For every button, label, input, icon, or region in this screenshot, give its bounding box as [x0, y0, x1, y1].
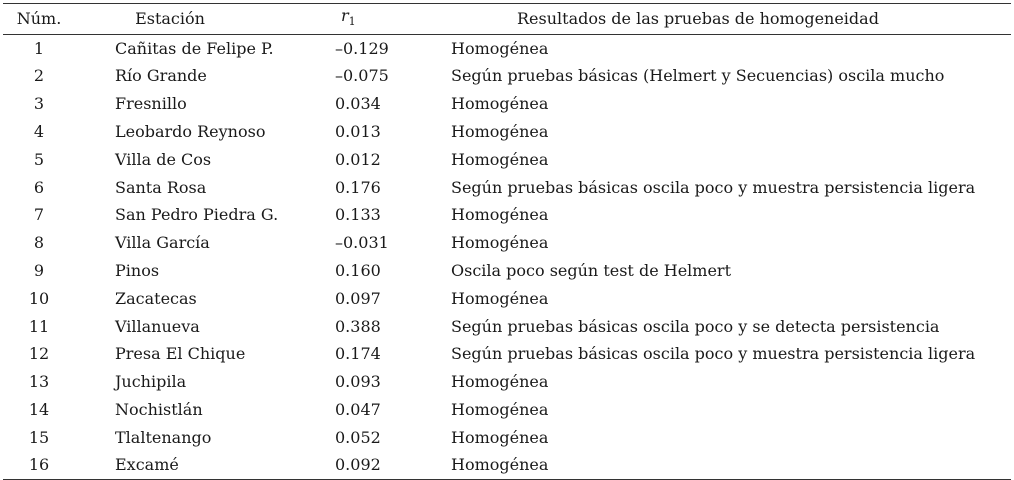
table-row	[3, 285, 1011, 313]
homogeneity-table-container	[3, 3, 1011, 480]
table-row	[3, 35, 1011, 63]
row-r1-cell: 0.012	[335, 149, 381, 169]
row-r1-cell: 0.092	[335, 452, 451, 480]
row-station-cell: Presa El Chique	[115, 344, 246, 364]
table-row	[3, 118, 1011, 146]
header-row	[3, 4, 1011, 35]
row-result-cell: Homogénea	[451, 399, 549, 419]
homogeneity-table	[3, 3, 1011, 480]
row-station-cell: Pinos	[115, 260, 160, 280]
row-r1-cell: 0.052	[335, 427, 381, 447]
row-result-cell: Homogénea	[451, 427, 549, 447]
row-num-cell: 3	[33, 94, 45, 114]
row-station-cell: San Pedro Piedra G.	[115, 205, 279, 225]
row-station-cell: Zacatecas	[115, 288, 197, 308]
row-station-cell: Cañitas de Felipe P.	[115, 38, 274, 58]
row-station-cell: Villa García	[115, 233, 210, 253]
row-station-cell: Nochistlán	[115, 399, 203, 419]
header-results: Resultados de las pruebas de homogeneidad	[451, 4, 1011, 35]
row-result-cell: Según pruebas básicas oscila poco y muestra persistencia ligera	[451, 344, 976, 364]
row-result-cell: Homogénea	[451, 205, 549, 225]
row-result-cell: Homogénea	[451, 288, 549, 308]
table-row	[3, 340, 1011, 368]
row-r1-cell: 0.047	[335, 399, 381, 419]
table-row	[3, 229, 1011, 257]
row-result-cell: Homogénea	[451, 372, 549, 392]
table-row	[3, 313, 1011, 341]
row-result-cell: Según pruebas básicas oscila poco y muestra persistencia ligera	[451, 177, 976, 197]
row-station-cell: Río Grande	[115, 66, 207, 86]
row-station-cell: Villanueva	[115, 316, 200, 336]
row-num-cell: 13	[28, 372, 50, 392]
table-row	[3, 257, 1011, 285]
row-num-cell: 9	[33, 260, 45, 280]
row-result-cell: Homogénea	[451, 94, 549, 114]
row-num-cell: 12	[28, 344, 50, 364]
row-r1-cell: –0.075	[335, 66, 389, 86]
row-num-cell: 10	[28, 288, 50, 308]
header-num: Núm.	[3, 4, 75, 35]
row-num-cell: 2	[33, 66, 45, 86]
row-num-cell: 7	[33, 205, 45, 225]
row-station-cell: Leobardo Reynoso	[115, 121, 266, 141]
row-result-cell: Homogénea	[451, 233, 549, 253]
row-station-cell: Juchipila	[115, 372, 187, 392]
row-num-cell: 15	[28, 427, 50, 447]
row-num-cell: 4	[33, 121, 45, 141]
table-row	[3, 368, 1011, 396]
row-station-cell: Villa de Cos	[115, 149, 212, 169]
row-result-cell: Según pruebas básicas (Helmert y Secuencias) oscila mucho	[451, 66, 945, 86]
table-row	[3, 174, 1011, 202]
row-station-cell: Fresnillo	[115, 94, 187, 114]
row-result-cell: Homogénea	[451, 121, 549, 141]
row-r1-cell: 0.160	[335, 260, 381, 280]
row-r1-cell: 0.133	[335, 205, 381, 225]
header-r-subscript: 1	[348, 15, 356, 29]
row-r1-cell: 0.174	[335, 344, 381, 364]
row-r1-cell: 0.034	[335, 94, 381, 114]
table-header	[3, 4, 1011, 35]
table-row	[3, 424, 1011, 452]
table-row	[3, 396, 1011, 424]
row-num-cell: 5	[33, 149, 45, 169]
row-num-cell: 11	[28, 316, 50, 336]
row-r1-cell: –0.129	[335, 38, 389, 58]
row-result-cell: Según pruebas básicas oscila poco y se detecta persistencia	[451, 316, 940, 336]
row-num-cell: 14	[28, 399, 50, 419]
table-body	[3, 35, 1011, 480]
row-num-cell: 6	[33, 177, 45, 197]
row-r1-cell: 0.388	[335, 316, 381, 336]
table-row	[3, 90, 1011, 118]
table-row	[3, 201, 1011, 229]
row-r1-cell: 0.097	[335, 288, 381, 308]
header-r1	[335, 4, 451, 35]
header-r-symbol: r	[341, 6, 349, 25]
row-r1-cell: 0.093	[335, 372, 381, 392]
row-num-cell: 8	[33, 233, 45, 253]
header-station: Estación	[75, 4, 335, 35]
row-r1-cell: –0.031	[335, 233, 389, 253]
row-station-cell: Tlaltenango	[115, 427, 212, 447]
table-row	[3, 452, 1011, 480]
row-num-cell: 16	[3, 452, 75, 480]
table-row	[3, 62, 1011, 90]
row-result-cell: Homogénea	[451, 149, 549, 169]
row-num-cell: 1	[33, 38, 45, 58]
row-r1-cell: 0.176	[335, 177, 381, 197]
row-result-cell: Homogénea	[451, 38, 549, 58]
table-row	[3, 146, 1011, 174]
row-station-cell: Excamé	[75, 452, 335, 480]
row-r1-cell: 0.013	[335, 121, 381, 141]
row-station-cell: Santa Rosa	[115, 177, 207, 197]
row-result-cell: Homogénea	[451, 452, 1011, 480]
row-result-cell: Oscila poco según test de Helmert	[451, 260, 731, 280]
